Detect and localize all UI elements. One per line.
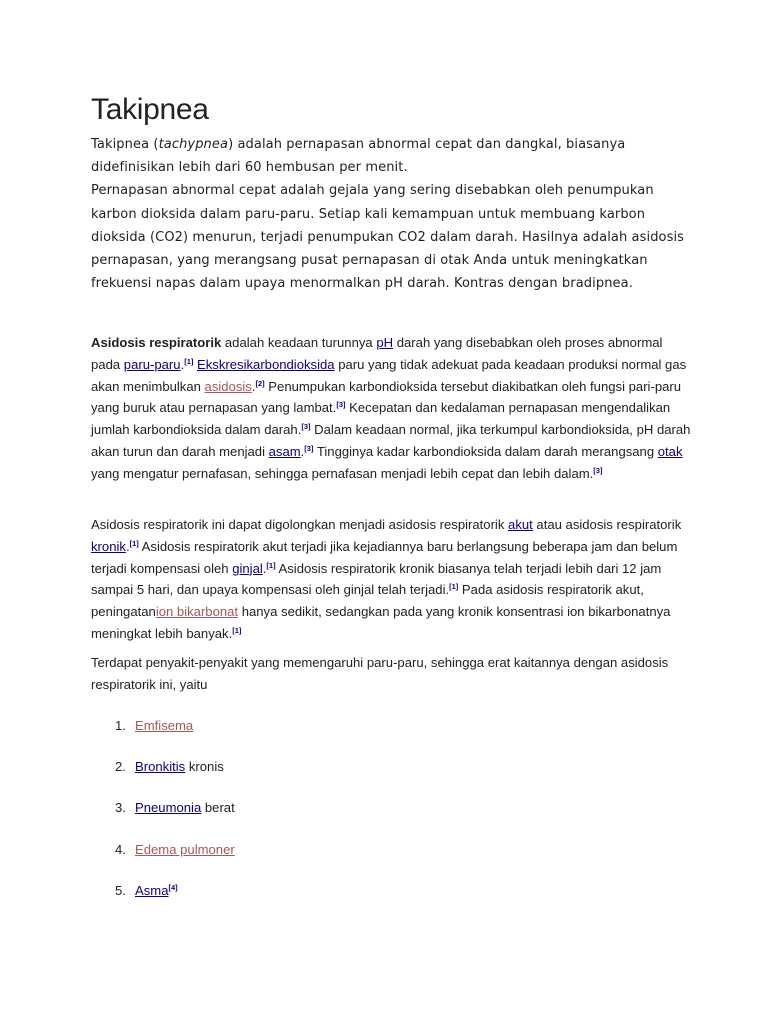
paragraph-text: Asidosis respiratorik akut terjadi jika kejadiannya baru berlangsung beberapa jam dan belum terjadi kompensasi oleh <box>91 538 678 576</box>
disease-list <box>91 715 591 921</box>
paragraph-text: Dalam keadaan normal, jika terkumpul karbondioksida, pH darah akan turun dan darah menjadi <box>91 422 691 459</box>
link-ekskresikarbondioksida[interactable]: Ekskresikarbondioksida <box>197 356 335 372</box>
list-item-text: kronis <box>185 759 224 775</box>
intro-paragraph-2: Pernapasan abnormal cepat adalah gejala yang sering disebabkan oleh penumpukan karbon dioksida dalam paru-paru. Setiap kali kemampuan untuk membuang karbon dioksida (CO2) menurun, terjadi penumpukan CO2 dalam darah. Hasilnya adalah asidosis pernapasan, yang merangsang pusat pernapasan di otak Anda untuk meningkatkan frekuensi napas dalam upaya menormalkan pH darah. Kontras dengan bradipnea. <box>91 183 685 292</box>
paragraph-text: yang mengatur pernafasan, sehingga pernafasan menjadi lebih cepat dan lebih dalam. <box>91 465 594 481</box>
link-edema-pulmoner[interactable]: Edema pulmoner <box>135 841 235 857</box>
paragraph-asidosis-classification <box>91 514 691 645</box>
bold-term: Asidosis respiratorik <box>91 335 222 350</box>
intro-term-italic: tachypnea <box>158 137 229 152</box>
paragraph-text: . <box>251 378 256 394</box>
paragraph-text: . <box>180 356 185 372</box>
paragraph-text: . <box>125 538 130 554</box>
intro-text: ) adalah pernapasan abnormal cepat dan dangkal, biasanya <box>228 137 626 152</box>
paragraph-asidosis-definition <box>91 332 691 485</box>
page-title: Takipnea <box>91 93 209 126</box>
paragraph-text: . <box>262 560 267 576</box>
paragraph-text: Pada asidosis respiratorik akut, peningatan <box>91 582 644 620</box>
list-item <box>91 797 591 838</box>
link-asma[interactable]: Asma <box>135 882 169 898</box>
citation-ref[interactable]: [3] <box>304 443 314 453</box>
intro-text: didefinisikan lebih dari 60 hembusan per menit. <box>91 160 408 176</box>
list-item <box>91 756 591 797</box>
link-emfisema[interactable]: Emfisema <box>135 718 194 733</box>
link-pneumonia[interactable]: Pneumonia <box>135 800 202 816</box>
paragraph-text: adalah keadaan turunnya <box>221 335 377 350</box>
link-ginjal[interactable]: ginjal <box>232 560 263 576</box>
link-akut[interactable]: akut <box>508 517 533 532</box>
citation-ref[interactable]: [1] <box>266 560 276 570</box>
citation-ref[interactable]: [2] <box>255 378 265 388</box>
paragraph-text: darah yang disebabkan oleh proses abnormal pada <box>91 335 663 372</box>
paragraph-text: Penumpukan karbondioksida tersebut diakibatkan oleh fungsi pari-paru yang buruk atau pernapasan yang lambat. <box>91 378 682 416</box>
citation-ref[interactable]: [3] <box>301 422 311 432</box>
citation-ref[interactable]: [3] <box>593 465 603 475</box>
paragraph-text: . <box>300 443 305 459</box>
citation-ref[interactable]: [4] <box>168 882 178 892</box>
list-item-text: berat <box>201 800 235 816</box>
citation-ref[interactable]: [1] <box>232 625 242 635</box>
list-item <box>91 839 591 880</box>
link-ion-bikarbonat[interactable]: ion bikarbonat <box>155 604 239 620</box>
link-paru-paru[interactable]: paru-paru <box>123 356 181 372</box>
list-number: 2. <box>115 759 126 775</box>
list-number: 3. <box>115 800 126 816</box>
paragraph-text: Tingginya kadar karbondioksida dalam darah merangsang <box>313 443 658 459</box>
paragraph-text: Asidosis respiratorik ini dapat digolongkan menjadi asidosis respiratorik <box>91 517 509 532</box>
citation-ref[interactable]: [3] <box>336 400 346 410</box>
list-item <box>91 715 591 756</box>
paragraph-diseases-intro <box>91 652 691 696</box>
citation-ref[interactable]: [1] <box>129 538 139 548</box>
intro-section <box>91 133 691 295</box>
intro-paragraph-1 <box>91 133 691 179</box>
citation-ref[interactable]: [1] <box>184 356 194 366</box>
paragraph-text: Terdapat penyakit-penyakit yang memengaruhi paru-paru, sehingga erat kaitannya dengan asidosis respiratorik ini, yaitu <box>91 655 669 692</box>
paragraph-text: paru yang tidak adekuat pada keadaan produksi normal gas akan menimbulkan <box>91 356 687 394</box>
paragraph-text: Asidosis respiratorik kronik biasanya telah terjadi lebih dari 12 jam sampai 5 hari, dan upaya kompensasi oleh ginjal telah terjadi. <box>91 560 662 598</box>
list-number: 1. <box>115 718 126 733</box>
list-number: 4. <box>115 841 126 857</box>
intro-text: Takipnea ( <box>91 137 159 152</box>
list-number: 5. <box>115 882 126 898</box>
list-item <box>91 880 591 921</box>
link-bronkitis[interactable]: Bronkitis <box>135 759 186 775</box>
citation-ref[interactable]: [1] <box>449 582 459 592</box>
link-kronik[interactable]: kronik <box>91 538 126 554</box>
link-asidosis[interactable]: asidosis <box>204 378 252 394</box>
paragraph-text: atau asidosis respiratorik <box>532 517 682 532</box>
link-otak[interactable]: otak <box>657 443 683 459</box>
paragraph-text: hanya sedikit, sedangkan pada yang kronik konsentrasi ion bikarbonatnya meningkat lebih banyak. <box>91 604 671 641</box>
link-ph[interactable]: pH <box>376 335 394 350</box>
link-asam[interactable]: asam <box>268 443 301 459</box>
paragraph-text: Kecepatan dan kedalaman pernapasan mengendalikan jumlah karbondioksida dalam darah. <box>91 400 671 438</box>
